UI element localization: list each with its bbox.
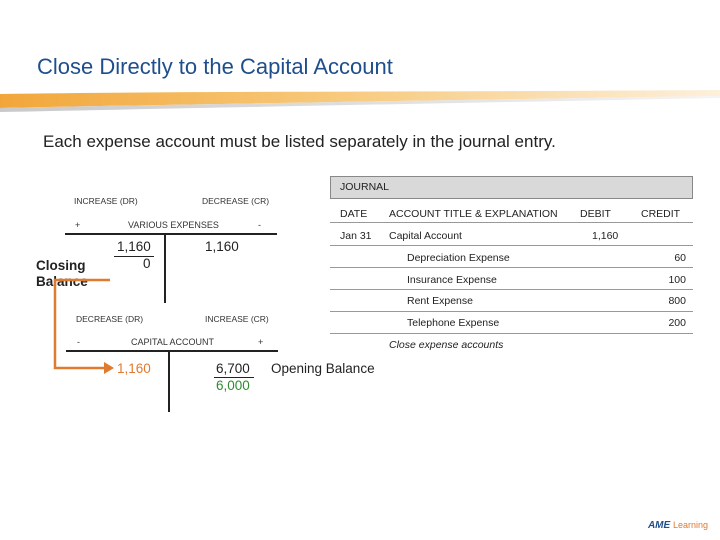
brand-logo <box>648 520 708 531</box>
journal-row-line <box>330 245 693 246</box>
capital-credit-value: 6,700 <box>216 361 250 376</box>
capital-credit-balance: 6,000 <box>216 378 250 393</box>
capital-account-name: CAPITAL ACCOUNT <box>131 337 215 347</box>
expenses-plus-sign: + <box>75 220 81 230</box>
journal-row-credit: 60 <box>674 252 686 264</box>
journal-row-account: Insurance Expense <box>407 274 497 286</box>
journal-row-credit: 100 <box>668 274 686 286</box>
capital-increase-label: INCREASE (CR) <box>205 314 269 324</box>
expenses-account-name: VARIOUS EXPENSES <box>128 220 219 230</box>
header-swoosh <box>0 86 720 116</box>
expenses-debit-value: 1,160 <box>117 239 151 254</box>
expenses-increase-label: INCREASE (DR) <box>74 196 138 206</box>
expenses-credit-value: 1,160 <box>205 239 239 254</box>
journal-row-credit: 800 <box>668 295 686 307</box>
logo-tagline: Learning <box>672 520 708 530</box>
capital-minus-sign: - <box>77 337 80 347</box>
closing-label-line2: Balance <box>36 274 88 289</box>
journal-row-credit: 200 <box>668 317 686 329</box>
journal-header-divider <box>330 222 693 223</box>
journal-title: JOURNAL <box>340 181 390 193</box>
closing-balance-label <box>36 258 88 290</box>
journal-row-account: Rent Expense <box>407 295 473 307</box>
journal-row-date: Jan 31 <box>340 230 372 242</box>
expenses-decrease-label: DECREASE (CR) <box>202 196 270 206</box>
expenses-t-center-line <box>164 233 166 303</box>
closing-label-line1: Closing <box>36 258 86 273</box>
journal-row-line <box>330 311 693 312</box>
journal-header-credit: CREDIT <box>641 208 681 220</box>
capital-debit-value: 1,160 <box>117 361 151 376</box>
journal-row-debit: 1,160 <box>592 230 619 242</box>
expenses-debit-balance: 0 <box>143 256 151 271</box>
journal-header-date: DATE <box>340 208 368 220</box>
journal-header-account: ACCOUNT TITLE & EXPLANATION <box>389 208 558 220</box>
journal-row-account: Depreciation Expense <box>407 252 510 264</box>
capital-t-center-line <box>168 350 170 412</box>
capital-plus-sign: + <box>258 337 264 347</box>
capital-t-top-line <box>66 350 278 352</box>
expenses-t-top-line <box>65 233 277 235</box>
subtitle: Each expense account must be listed separately in the journal entry. <box>43 132 556 151</box>
journal-row-line <box>330 267 693 268</box>
journal-row-account: Capital Account <box>389 230 462 242</box>
journal-row-line <box>330 333 693 334</box>
page-title: Close Directly to the Capital Account <box>37 54 393 79</box>
expenses-minus-sign: - <box>258 220 261 230</box>
arrow-head-icon <box>104 362 114 374</box>
journal-header-debit: DEBIT <box>580 208 611 220</box>
journal-explanation: Close expense accounts <box>389 339 504 351</box>
journal-row-line <box>330 289 693 290</box>
capital-decrease-label: DECREASE (DR) <box>76 314 144 324</box>
journal-row-account: Telephone Expense <box>407 317 500 329</box>
opening-balance-label: Opening Balance <box>271 361 375 376</box>
logo-brand: AME <box>647 520 671 531</box>
